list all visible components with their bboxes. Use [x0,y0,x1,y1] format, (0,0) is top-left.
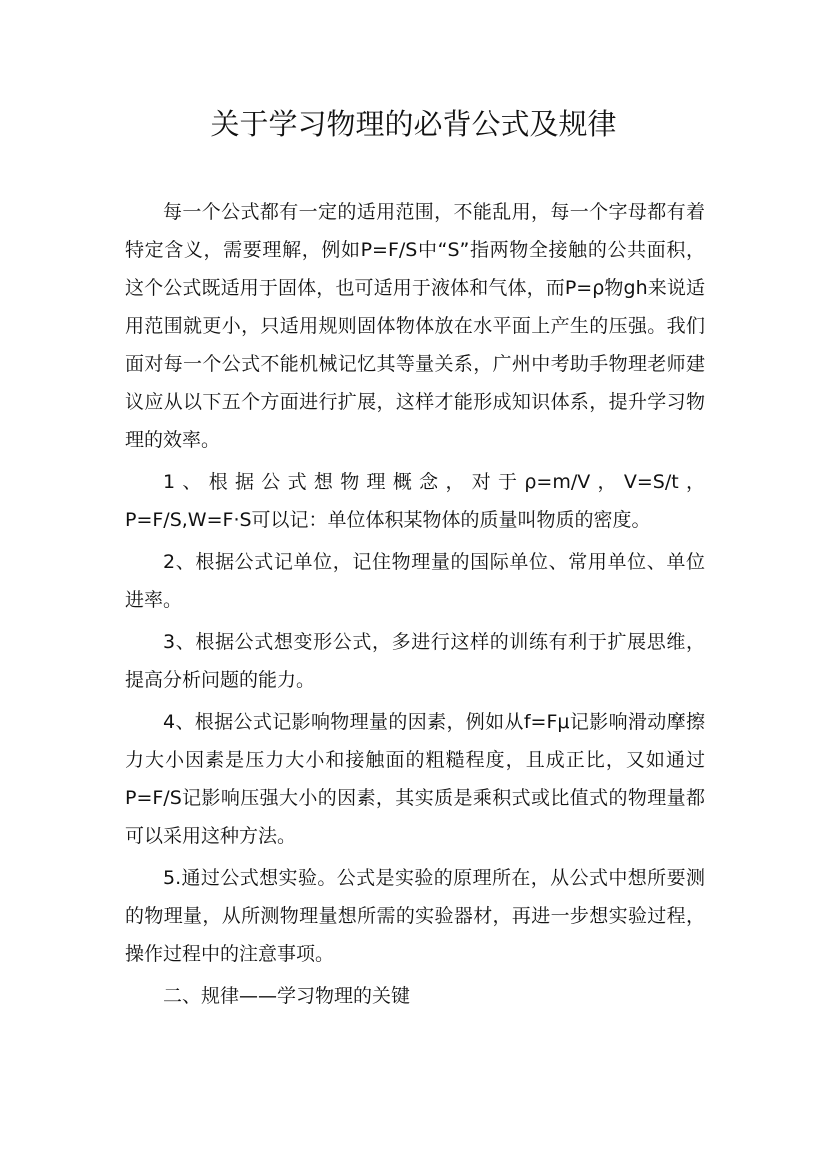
point-5-paragraph: 5.通过公式想实验。公式是实验的原理所在，从公式中想所要测的物理量，从所测物理量想所需的实验器材，再进一步想实验过程，操作过程中的注意事项。 [125,867,705,965]
document-title: 关于学习物理的必背公式及规律 [210,107,617,141]
point-3-paragraph: 3、根据公式想变形公式，多进行这样的训练有利于扩展思维，提高分析问题的能力。 [125,631,705,691]
document-body [125,193,705,1015]
intro-paragraph: 每一个公式都有一定的适用范围，不能乱用，每一个字母都有着特定含义，需要理解，例如P=F/S中“S”指两物全接触的公共面积，这个公式既适用于固体，也可适用于液体和气体，而P=ρ物gh来说适用范围就更小，只适用规则固体物体放在水平面上产生的压强。我们面对每一个公式不能机械记忆其等量关系，广州中考助手物理老师建议应从以下五个方面进行扩展，这样才能形成知识体系，提升学习物理的效率。 [125,201,705,451]
point-1-paragraph: 1、根据公式想物理概念，对于ρ=m/V，V=S/t，P=F/S,W=F·S可以记：单位体积某物体的质量叫物质的密度。 [125,471,705,531]
point-2-paragraph: 2、根据公式记单位，记住物理量的国际单位、常用单位、单位进率。 [125,551,705,611]
point-4-paragraph: 4、根据公式记影响物理量的因素，例如从f=Fμ记影响滑动摩擦力大小因素是压力大小和接触面的粗糙程度，且成正比，又如通过P=F/S记影响压强大小的因素，其实质是乘积式或比值式的物理量都可以采用这种方法。 [125,711,705,847]
section-heading-laws: 二、规律——学习物理的关键 [163,985,411,1007]
